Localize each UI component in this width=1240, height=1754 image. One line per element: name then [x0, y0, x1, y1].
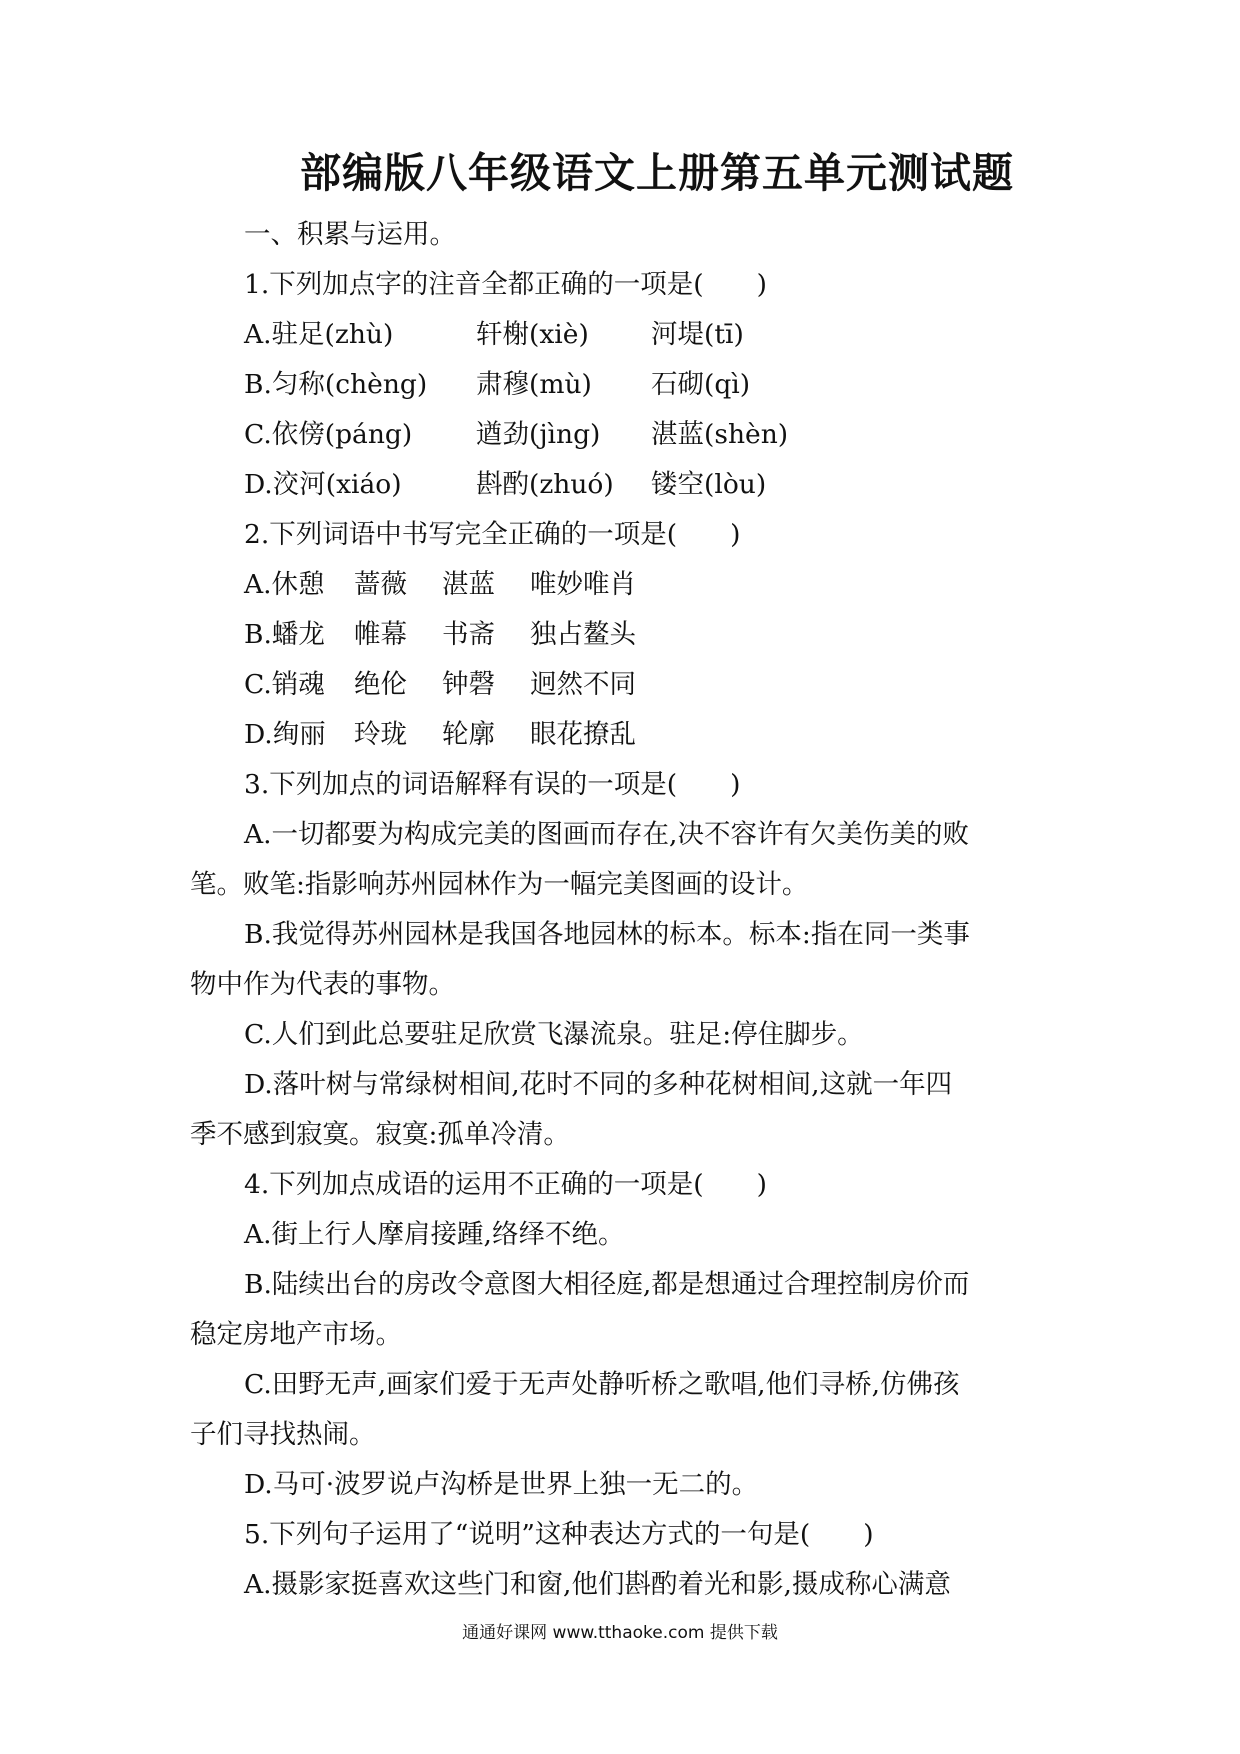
option-word: 唯妙唯肖: [530, 569, 636, 600]
option-word: B.蟠龙: [244, 619, 325, 650]
option-text: C.依傍(páng): [244, 419, 413, 450]
option-word: 帷幕: [354, 619, 407, 650]
option-word: 轮廓: [442, 719, 495, 750]
option-text: A.驻足(zhù): [244, 319, 394, 350]
option-word: 钟磬: [442, 669, 495, 700]
question-3-option-c: C.人们到此总要驻足欣赏飞瀑流泉。驻足:停住脚步。: [244, 1019, 864, 1050]
question-3-option-b-cont: 物中作为代表的事物。: [190, 969, 455, 1000]
option-text: 肃穆(mù): [476, 369, 592, 400]
question-2-option-d: [190, 710, 1060, 760]
option-text: 河堤(tī): [651, 319, 744, 350]
question-1-option-a: [190, 310, 1060, 360]
question-4-option-c-cont: 子们寻找热闹。: [190, 1419, 376, 1450]
question-4-option-a: A.街上行人摩肩接踵,络绎不绝。: [244, 1219, 625, 1250]
question-2-option-a: [190, 560, 1060, 610]
option-text: D.洨河(xiáo): [244, 469, 402, 500]
option-text: 镂空(lòu): [651, 469, 767, 500]
question-5-option-a: A.摄影家挺喜欢这些门和窗,他们斟酌着光和影,摄成称心满意: [244, 1569, 951, 1600]
question-1-stem: 1.下列加点字的注音全都正确的一项是( ): [244, 269, 767, 300]
question-1-option-d: [190, 460, 1060, 510]
question-4-stem: 4.下列加点成语的运用不正确的一项是( ): [244, 1169, 767, 1200]
question-4-option-b: B.陆续出台的房改令意图大相径庭,都是想通过合理控制房价而: [244, 1269, 970, 1300]
option-text: 湛蓝(shèn): [651, 419, 789, 450]
question-3-option-b: B.我觉得苏州园林是我国各地园林的标本。标本:指在同一类事: [244, 919, 970, 950]
question-1-option-b: [190, 360, 1060, 410]
section-heading: 一、积累与运用。: [244, 219, 456, 250]
exam-content: [190, 210, 1060, 1610]
option-word: 蔷薇: [354, 569, 407, 600]
question-2-option-c: [190, 660, 1060, 710]
option-word: 眼花撩乱: [530, 719, 636, 750]
question-2-option-b: [190, 610, 1060, 660]
question-4-option-c: C.田野无声,画家们爱于无声处静听桥之歌唱,他们寻桥,仿佛孩: [244, 1369, 960, 1400]
option-text: 石砌(qì): [651, 369, 751, 400]
option-word: A.休憩: [244, 569, 325, 600]
option-text: B.匀称(chèng): [244, 369, 428, 400]
page-title: 部编版八年级语文上册第五单元测试题: [300, 149, 1014, 197]
option-text: 轩榭(xiè): [476, 319, 589, 350]
question-3-stem: 3.下列加点的词语解释有误的一项是( ): [244, 769, 741, 800]
question-3-option-a: A.一切都要为构成完美的图画而存在,决不容许有欠美伤美的败: [244, 819, 969, 850]
option-word: C.销魂: [244, 669, 325, 700]
option-text: 遒劲(jìng): [476, 419, 601, 450]
option-word: D.绚丽: [244, 719, 326, 750]
footer-source[interactable]: 通通好课网 www.tthaoke.com 提供下载: [462, 1623, 778, 1643]
option-word: 书斋: [442, 619, 495, 650]
option-word: 玲珑: [354, 719, 407, 750]
question-4-option-d: D.马可·波罗说卢沟桥是世界上独一无二的。: [244, 1469, 759, 1500]
option-word: 湛蓝: [442, 569, 495, 600]
question-1-option-c: [190, 410, 1060, 460]
option-word: 迥然不同: [530, 669, 636, 700]
question-3-option-d: D.落叶树与常绿树相间,花时不同的多种花树相间,这就一年四: [244, 1069, 953, 1100]
option-text: 斟酌(zhuó): [476, 469, 614, 500]
question-2-stem: 2.下列词语中书写完全正确的一项是( ): [244, 519, 741, 550]
question-5-stem: 5.下列句子运用了“说明”这种表达方式的一句是( ): [244, 1519, 874, 1550]
question-4-option-b-cont: 稳定房地产市场。: [190, 1319, 402, 1350]
option-word: 独占鳌头: [530, 619, 636, 650]
question-3-option-d-cont: 季不感到寂寞。寂寞:孤单冷清。: [190, 1119, 570, 1150]
option-word: 绝伦: [354, 669, 407, 700]
question-3-option-a-cont: 笔。败笔:指影响苏州园林作为一幅完美图画的设计。: [190, 869, 809, 900]
